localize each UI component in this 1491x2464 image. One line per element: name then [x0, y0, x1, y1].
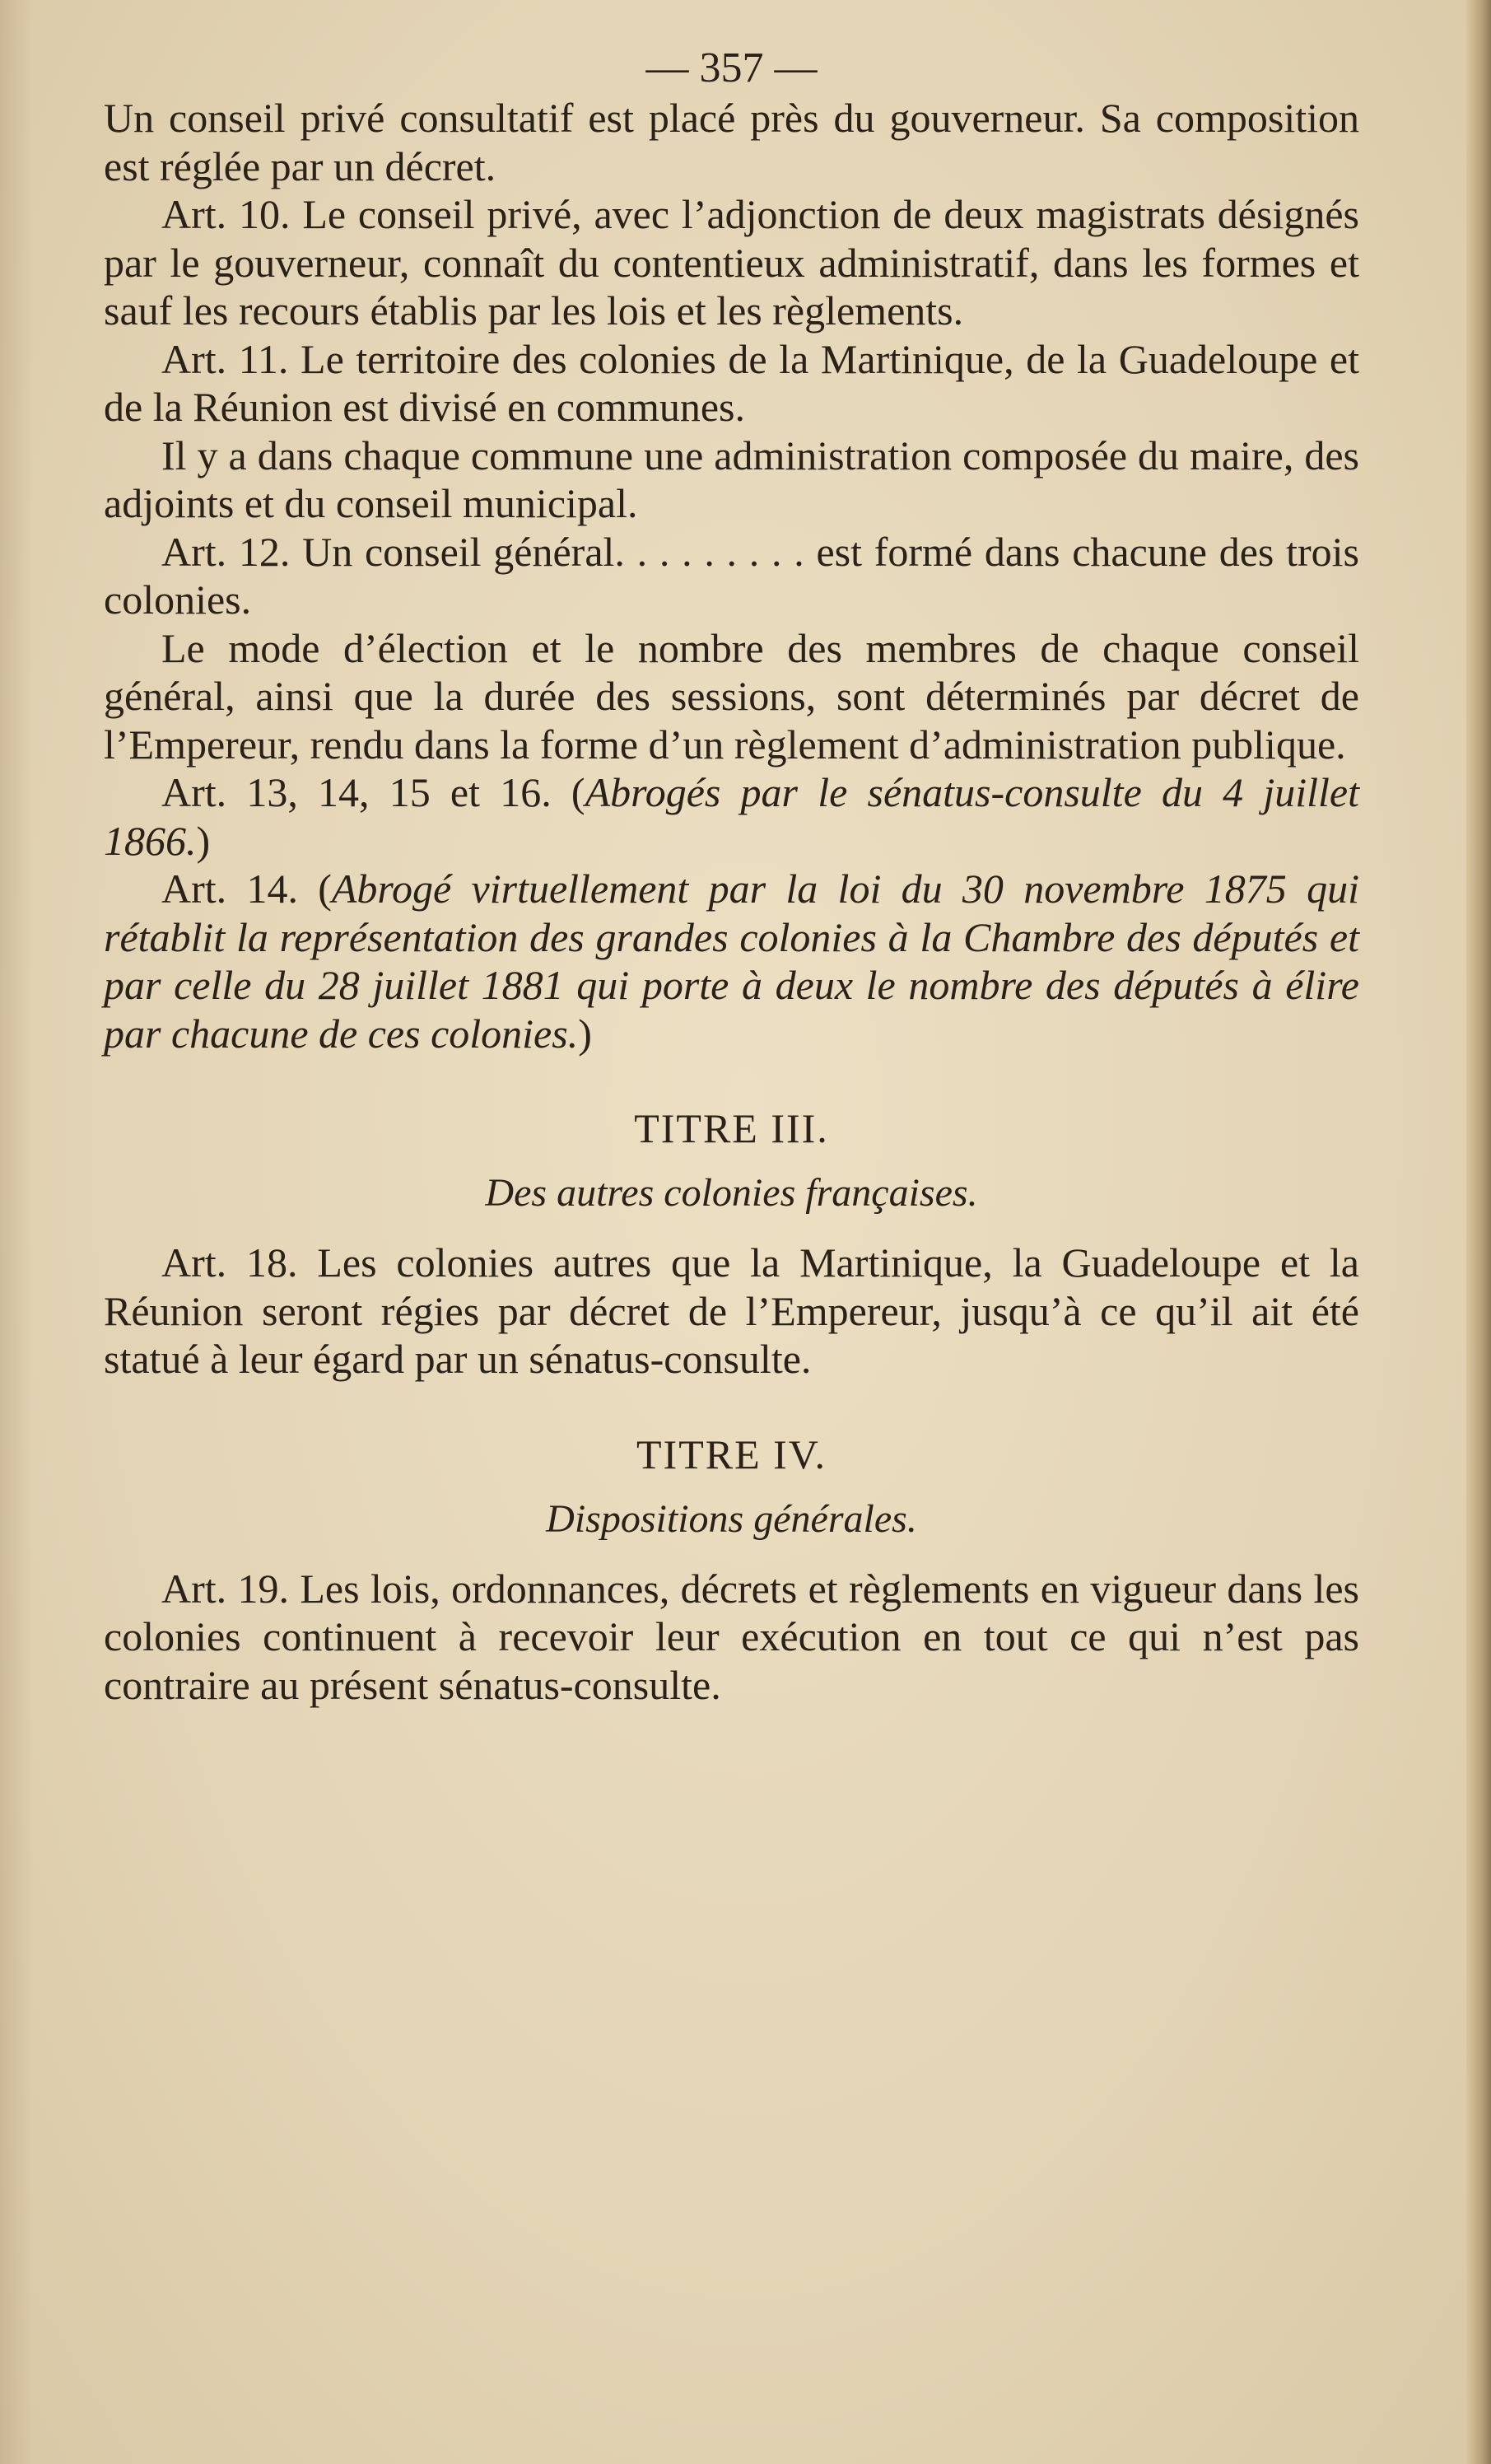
- paragraph-art-19: Art. 19. Les lois, ordonnances, décrets et règlements en vigueur dans les colonies continuent à recevoir leur exécution en tout ce qui n’est pas contraire au présent sénatus-consulte.: [104, 1565, 1359, 1708]
- page-text: [104, 43, 1359, 1709]
- titre-3-heading: TITRE III.: [634, 1105, 829, 1151]
- page-edge: [1466, 0, 1491, 2464]
- paragraph-communes: Il y a dans chaque commune une administration composée du maire, des adjoints et du conseil municipal.: [104, 432, 1359, 526]
- art-14-prefix: Art. 14. (: [161, 866, 332, 912]
- art-14-suffix: ): [578, 1010, 592, 1057]
- titre-3-subtitle: Des autres colonies françaises.: [485, 1171, 978, 1215]
- titre-4-subtitle: Dispositions générales.: [546, 1496, 917, 1541]
- page-gutter-shadow: [0, 0, 33, 2464]
- paragraph-art-11: Art. 11. Le territoire des colonies de la Martinique, de la Guadeloupe et de la Réunion est divisé en communes.: [104, 335, 1359, 430]
- paragraph-art-14: [104, 865, 1359, 1057]
- paragraph-art-18: Art. 18. Les colonies autres que la Martinique, la Guadeloupe et la Réunion seront régies par décret de l’Empereur, jusqu’à ce qu’il ait été statué à leur égard par un sénatus-consulte.: [104, 1239, 1359, 1382]
- paragraph-art-13: [104, 768, 1359, 865]
- art-13-prefix: Art. 13, 14, 15 et 16. (: [161, 769, 585, 815]
- paragraph-mode-election: Le mode d’élection et le nombre des membres de chaque conseil général, ainsi que la durée des sessions, sont déterminés par décret de l’Empereur, rendu dans la forme d’un règlement d’administration publique.: [104, 624, 1359, 768]
- titre-4-heading: TITRE IV.: [636, 1430, 827, 1477]
- paragraph-conseil-prive: Un conseil privé consultatif est placé près du gouverneur. Sa composition est réglée par un décret.: [104, 95, 1359, 189]
- paragraph-art-10: Art. 10. Le conseil privé, avec l’adjonction de deux magistrats désignés par le gouverneur, connaît du contentieux administratif, dans les formes et sauf les recours établis par les lois et les règlements.: [104, 191, 1359, 334]
- paragraph-art-12: Art. 12. Un conseil général. . . . . . . . . est formé dans chacune des trois colonies.: [104, 528, 1359, 623]
- art-13-italic: Abrogés par le sénatus-consulte du 4 juillet 1866.: [104, 769, 1359, 864]
- art-13-suffix: ): [196, 817, 211, 864]
- art-14-italic: Abrogé virtuellement par la loi du 30 novembre 1875 qui rétablit la représentation des grandes colonies à la Chambre des députés et par celle du 28 juillet 1881 qui porte à deux le nombre des députés à élire par chacune de ces colonies.: [104, 866, 1359, 1057]
- page-number: — 357 —: [645, 44, 818, 91]
